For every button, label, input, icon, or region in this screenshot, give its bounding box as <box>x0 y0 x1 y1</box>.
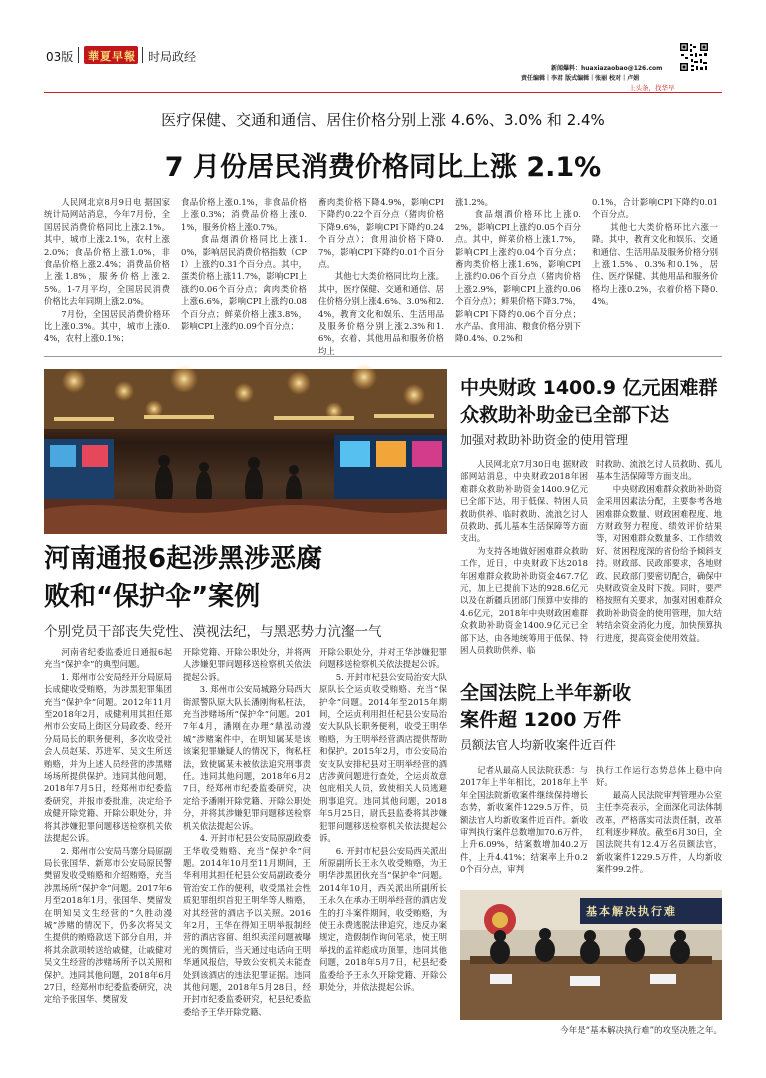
article2-col-2: 开除党籍、开除公职处分，并将两人涉嫌犯罪问题移送检察机关依法提起公诉。 3. 郑州市公安局城路分局西大街派警队原大队长潘刚徇私枉法，充当涉赌场所“保护伞”问题。2017年4月，潘刚在办理“鼎泓动漫城”涉赌案件中，在明知属某是该该案犯罪嫌疑人的情况下，徇私枉法，致使属某未被依法追究刑事责任。违同其他问题，2018年6月27日，经郑州市纪委监委研究，决定给予潘刚开除党籍、开除公职处分，并将其涉嫌犯罪问题移送检察机关依法提起公诉。 4. 开封市杞县公安局原副政委王华收受贿赂、充当“保护伞”问题。2014年10月至11月期间，王华利用其担任杞县公安局副政委分管治安工作的便利，收受黑社会性质犯罪组织首犯王明华等人贿赂，对其经营的酒店予以关照。2016年2月，王华在得知王明举报制经营的酒店容留、组织卖淫问题被曝光的舆情后，当天通过电话向王明华通风报信，导致公安机关未能查处到该酒店的违法犯罪证据。违同其他问题，2018年5月28日，经开封市纪委监委研究，杞县纪委监委给予王华开除党籍、 <box>183 647 311 1017</box>
article1-col-5: 0.1%，合计影响CPI下降约0.01个百分点。 其他七大类价格环比六涨一降。其中，教育文化和娱乐、交通和通信、生活用品及服务价格分别上涨1.5%、0.3%和0.1%，居住、医疗保健、其他用品和服务价格均上涨0.2%，衣着价格下降0.4%。 <box>592 197 718 307</box>
article1-col-2: 食品价格上涨0.1%，非食品价格上涨0.3%；消费品价格上涨0.1%，服务价格上涨0.7%。 食品烟酒价格同比上涨1.0%，影响居民消费价格指数（CPI）上涨约0.31个百分点。其中，蛋类价格上涨11.7%，影响CPI上涨约0.06个百分点；禽肉类价格上涨6.6%，影响CPI上涨约0.08个百分点；鲜菜价格上涨3.8%，影响CPI上涨约0.09个百分点； <box>181 197 307 332</box>
contact-line: 新闻爆料：huaxiazaobao@126.com <box>551 65 663 72</box>
article2-headline-line2: 败和“保护伞”案例 <box>44 582 261 612</box>
article1-bottom-rule <box>44 356 722 357</box>
article1-col-3: 畜肉类价格下降4.9%，影响CPI下降约0.22个百分点（猪肉价格下降9.6%，影响CPI下降约0.24个百分点）；食用油价格下降0.7%，影响CPI下降约0.01个百分点。 其他七大类价格同比均上涨。其中，医疗保健、交通和通信、居住价格分别上涨4.6%、3.0%和2.4%，教育文化和娱乐、生活用品及服务价格分别上涨2.3%和1.6%，衣着、其他用品和服务价格均上 <box>318 197 444 356</box>
header-rule <box>44 92 722 93</box>
article1-col-1: 人民网北京8月9日电 据国家统计局网站消息，今年7月份，全国居民消费价格同比上涨2.1%。其中，城市上涨2.1%，农村上涨2.0%；食品价格上涨1.0%，非食品价格上涨2.4%；消费品价格上涨1.8%，服务价格上涨2.5%。1-7月平均，全国居民消费价格比去年同期上涨2.0%。 7月份，全国居民消费价格环比上涨0.3%。其中，城市上涨0.4%，农村上涨0.1%； <box>44 197 170 344</box>
article3-col-2: 时救助、流浪乞讨人员救助、孤儿基本生活保障等方面支出。 中央财政困难群众救助补助资金采用因素法分配，主要参考各地困难群众数量、财政困难程度、地方财政努力程度、绩效评价结果等，对困难群众数量多、工作绩效好、贫困程度深的省份给予倾斜支持。财政部、民政部要求，各地财政、民政部门要密切配合，确保中央财政资金及时下拨。同时，要严格按照有关要求，加强对困难群众救助补助资金的使用管理，加大结转结余资金消化力度，加快预算执行进度，提高资金使用效益。 <box>596 459 722 643</box>
page-label-divider <box>78 47 79 63</box>
court-banner-text: 基本解决执行难 <box>586 905 677 918</box>
article1-headline: 7 月份居民消费价格同比上涨 2.1% <box>164 152 602 183</box>
masthead <box>0 0 766 92</box>
article1-col-4: 涨1.2%。 食品烟酒价格环比上涨0.2%，影响CPI上涨约0.05个百分点。其中，鲜菜价格上涨1.7%，影响CPI上涨约0.04个百分点；畜肉类价格上涨1.6%，影响CPI上涨约0.06个百分点（猪肉价格上涨2.9%，影响CPI上涨约0.06个百分点）；鲜果价格下降3.7%，影响CPI下降约0.06个百分点；水产品、食用油、粮食价格分别下降0.4%、0.2%和 <box>455 197 581 344</box>
article2-subhead: 个别党员干部丧失党性、漠视法纪，与黑恶势力沆瀣一气 <box>44 624 382 640</box>
page-label: 03版 <box>46 50 74 64</box>
casino-photo-art <box>44 369 447 534</box>
article3-headline-line2: 众救助补助金已全部下达 <box>460 404 670 426</box>
court-photo <box>460 890 722 1020</box>
article4-col-2: 执行工作运行态势总体上稳中向好。 最高人民法院审判管理办公室主任李亮表示，全面深化司法体制改革，严格落实司法责任制，改革红利逐步释放。截至6月30日，全国法院共有12.4万名员额法官，新收案件1229.5万件，人均新收案件99.2件。 <box>596 765 722 875</box>
article4-headline-line2: 案件超 1200 万件 <box>460 709 622 731</box>
article4-headline-line1: 全国法院上半年新收 <box>460 682 632 704</box>
slogan: 上头条，找华早 <box>629 84 675 92</box>
article4-subhead: 员额法官人均新收案件近百件 <box>460 738 617 752</box>
casino-photo <box>44 369 447 534</box>
section-title: 时局政经 <box>148 50 197 64</box>
article2-headline-line1: 河南通报6起涉黑涉恶腐 <box>44 544 323 574</box>
article3-subhead: 加强对救助补助资金的使用管理 <box>460 433 629 447</box>
article2-col-1: 河南省纪委监委近日通报6起充当“保护伞”的典型问题。 1. 郑州市公安局经开分局原局长成健收受贿赂，为涉黑犯罪集团充当“保护伞”问题。2012年11月至2018年2月，成健利用其担任郑州市公安局上街区分局政委、经开分局局长的职务便利，多次收受社会人员赵某、苏进军、吴文生所送贿赂，并为上述人员经营的涉黑赌场场所提供保护。违同其他问题，2018年7月5日，经郑州市纪委监委研究，并报市委批准，决定给予成健开除党籍、开除公职处分，并将其涉嫌犯罪问题移送检察机关依法提起公诉。 2. 郑州市公安局马寨分局原副局长张国华、新郑市公安局原民警樊留发收受贿赂和介绍贿赂，充当涉黑场所“保护伞”问题。2017年6月至2018年1月，张国华、樊留发在明知吴文生经营的“久胜动漫城”涉赌的情况下，仍多次将吴文生提供的贿赂款送下部分自用，并将其余款项转送给戚健，让戚健对吴文生经营的涉赌场所予以关照和保护。违同其他问题，2018年6月27日，经郑州市纪委监委研究，决定给予张国华、樊留发 <box>44 647 172 1005</box>
staff-line: 责任编辑｜李君 版式编辑｜张丽 校对｜卢娟 <box>521 75 640 82</box>
paper-logo-text: 華夏早報 <box>88 50 136 63</box>
article2-col-3: 开除公职处分，并对王华涉嫌犯罪问题移送检察机关依法提起公诉。 5. 开封市杞县公安局治安大队原队长仝运贞收受贿赂、充当“保护伞”问题。2014年至2015年期间，仝运贞利用担任杞县公安局治安大队队长职务便利，收受王明华贿赂，为王明举经营酒店提供帮助和保护。2015年2月，市公安局治安支队安排杞县对王明举经营的酒店涉黄问题进行查处，仝运贞故意包庇相关人员，致使相关人员逃避刑事追究。违同其他问题，2018年5月25日，尉氏县监委将其涉嫌犯罪问题移送检察机关依法提起公诉。 6. 开封市杞县公安局西关派出所原副所长王永久收受贿赂，为王明华涉黑团伙充当“保护伞”问题。2014年10月，西关派出所副所长王永久在承办王明举经营的酒店发生的打斗案件期间，收受贿赂，为使王永费逃脱法律追究，违反办案规定，造假制作询问笔录，使王明举找的孟祥彪成功顶罪，违同其他问题，2018年5月7日，杞县纪委监委给予王永久开除党籍、开除公职处分，并依法提起公诉。 <box>319 647 447 992</box>
court-photo-caption: 今年是“基本解决执行难”的攻坚决胜之年。 <box>560 1026 722 1036</box>
qr-code-icon <box>679 42 709 72</box>
article3-headline-line1: 中央财政 1400.9 亿元困难群 <box>460 377 718 399</box>
article4-col-1: 记者从最高人民法院获悉：与2017年上半年相比，2018年上半年全国法院新收案件继续保持增长态势，新收案件1229.5万件，员额法官人均新收案件近百件。新收审判执行案件总数增加70.6万件，上升6.09%，结案数增加40.2万件，上升4.41%；结案率上升0.20个百分点，审判 <box>460 765 588 875</box>
article3-col-1: 人民网北京7月30日电 据财政部网站消息，中央财政2018年困难群众救助补助资金1400.9亿元已全部下达，用于低保、特困人员救助供养、临时救助、流浪乞讨人员救助、孤儿基本生活保障等方面支出。 为支持各地做好困难群众救助工作，近日，中央财政下达2018年困难群众救助补助资金467.7亿元，加上已提前下达的928.6亿元以及在新疆兵团部门预算中安排的4.6亿元，2018年中央财政困难群众救助补助资金1400.9亿元已全部下达，由各地统筹用于低保、特困人员救助供养、临 <box>460 459 588 656</box>
section-divider <box>142 47 143 63</box>
article1-kicker: 医疗保健、交通和通信、居住价格分别上涨 4.6%、3.0% 和 2.4% <box>161 111 605 129</box>
